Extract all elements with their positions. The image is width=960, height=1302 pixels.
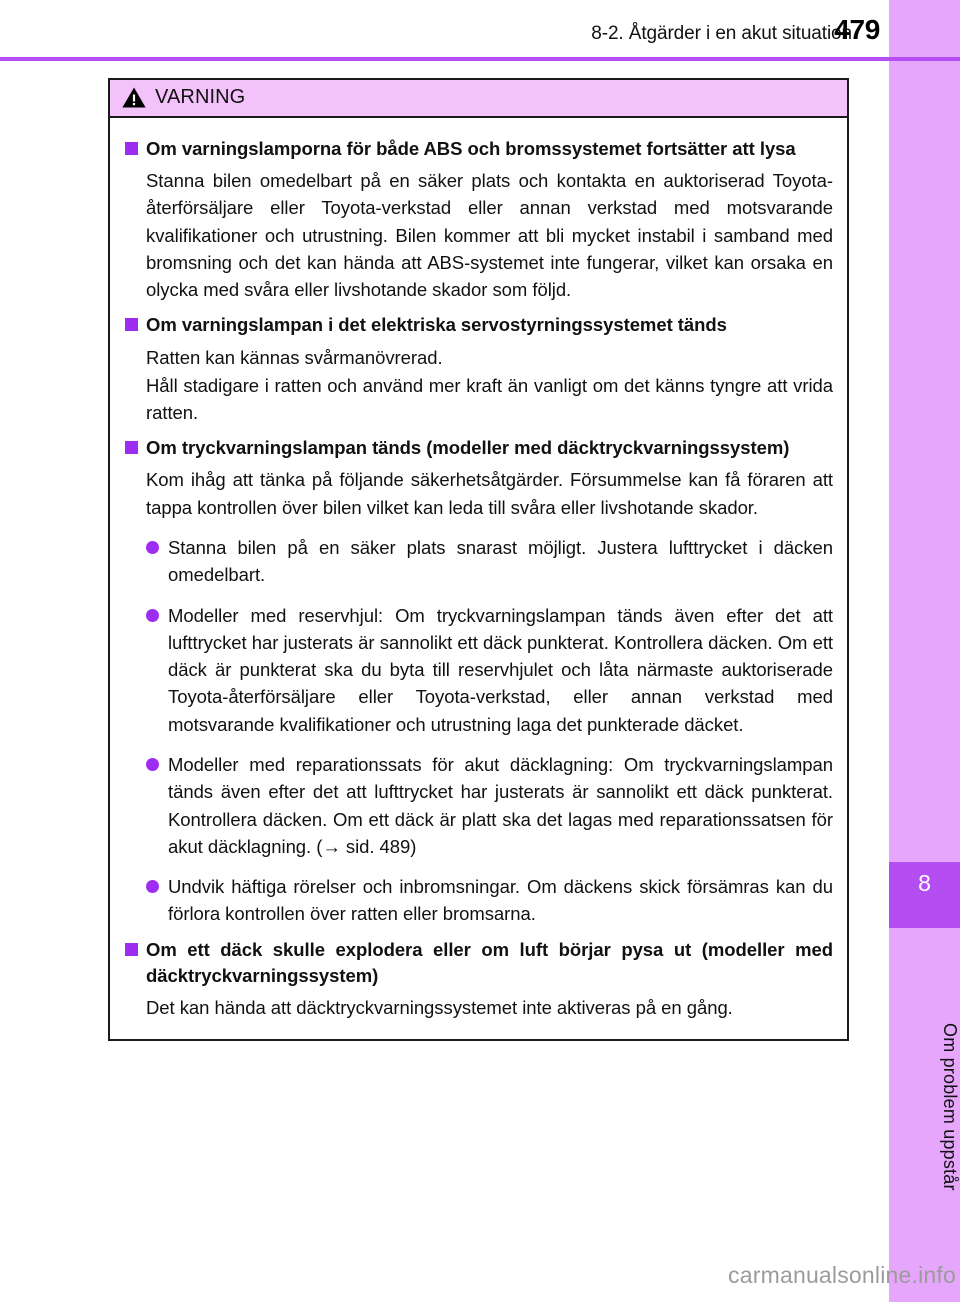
warning-block-abs xyxy=(124,136,833,303)
warning-text-abs: Stanna bilen omedelbart på en säker plats och kontakta en auktoriserad Toyota-återförsäljare eller Toyota-verkstad eller annan verkstad med motsvarande kvalifikationer och utrustning. Bilen kommer att bli mycket instabil i samband med bromsning och det kan hända att ABS-systemet inte fungerar, vilket kan orsaka en olycka med svåra eller livshotande skador som följd. xyxy=(146,170,833,301)
warning-heading-eps: Om varningslampan i det elektriska servostyrningssystemet tänds xyxy=(124,312,833,338)
warning-triangle-icon xyxy=(122,87,146,108)
warning-box xyxy=(108,78,849,1041)
warning-text-blowout: Det kan hända att däcktryckvarningssystemet inte aktiveras på en gång. xyxy=(146,996,733,1018)
warning-block-eps xyxy=(124,312,833,426)
chapter-label-vertical: Om problem uppstår xyxy=(940,1023,960,1191)
warning-text-eps-1: Ratten kan kännas svårmanövrerad. xyxy=(146,346,443,368)
warning-box-header xyxy=(110,80,847,118)
warning-bullet-repair-kit: Modeller med reparationssats för akut däcklagning: Om tryckvarningslampan tänds även efter det att lufttrycket har justerats är sannolikt ett däck punkterat. Kontrollera däcken. Om ett däck är platt ska det lagas med reparationssatsen för akut däcklagning. (→ sid. 489) xyxy=(124,751,833,860)
warning-bullet-avoid-sudden: Undvik häftiga rörelser och inbromsningar. Om däckens skick försämras kan du förlora kontrollen över ratten eller bromsarna. xyxy=(124,873,833,928)
chapter-number: 8 xyxy=(918,870,931,896)
warning-text-eps-2: Håll stadigare i ratten och använd mer kraft än vanligt om det känns tyngre att vrida ratten. xyxy=(146,374,833,424)
chapter-tab xyxy=(889,862,960,928)
warning-bullet-stop-vehicle: Stanna bilen på en säker plats snarast möjligt. Justera lufttrycket i däcken omedelbart. xyxy=(124,534,833,589)
warning-bullet-spare-wheel: Modeller med reservhjul: Om tryckvarningslampan tänds även efter det att lufttrycket har justerats är sannolikt ett däck punkterat. Kontrollera däcken. Om ett däck är punkterat ska du byta till reservhjulet och låta närmaste auktoriserade Toyota-återförsäljare eller Toyota-verkstad, eller annan verkstad med motsvarande kvalifikationer och utrustning laga det punkterade däcket. xyxy=(124,602,833,738)
warning-heading-blowout: Om ett däck skulle explodera eller om luft börjar pysa ut (modeller med däcktryckvarningssystem) xyxy=(124,937,833,989)
warning-block-tpws xyxy=(124,435,833,927)
warning-box-body xyxy=(110,118,847,1039)
page-section-title: 8-2. Åtgärder i en akut situation xyxy=(591,23,852,44)
warning-text-tpws: Kom ihåg att tänka på följande säkerhetsåtgärder. Försummelse kan få föraren att tappa kontrollen över bilen vilket kan leda till svåra eller livshotande skador. xyxy=(146,469,833,518)
warning-heading-abs: Om varningslamporna för både ABS och bromssystemet fortsätter att lysa xyxy=(124,136,833,162)
warning-heading-tpws: Om tryckvarningslampan tänds (modeller med däcktryckvarningssystem) xyxy=(124,435,833,461)
header-divider-rule xyxy=(0,57,960,61)
warning-box-title: VARNING xyxy=(155,86,246,108)
chapter-sidebar-top-band xyxy=(889,0,960,57)
site-watermark: carmanualsonline.info xyxy=(728,1262,956,1288)
page-number: 479 xyxy=(834,14,880,45)
warning-block-blowout xyxy=(124,937,833,1021)
